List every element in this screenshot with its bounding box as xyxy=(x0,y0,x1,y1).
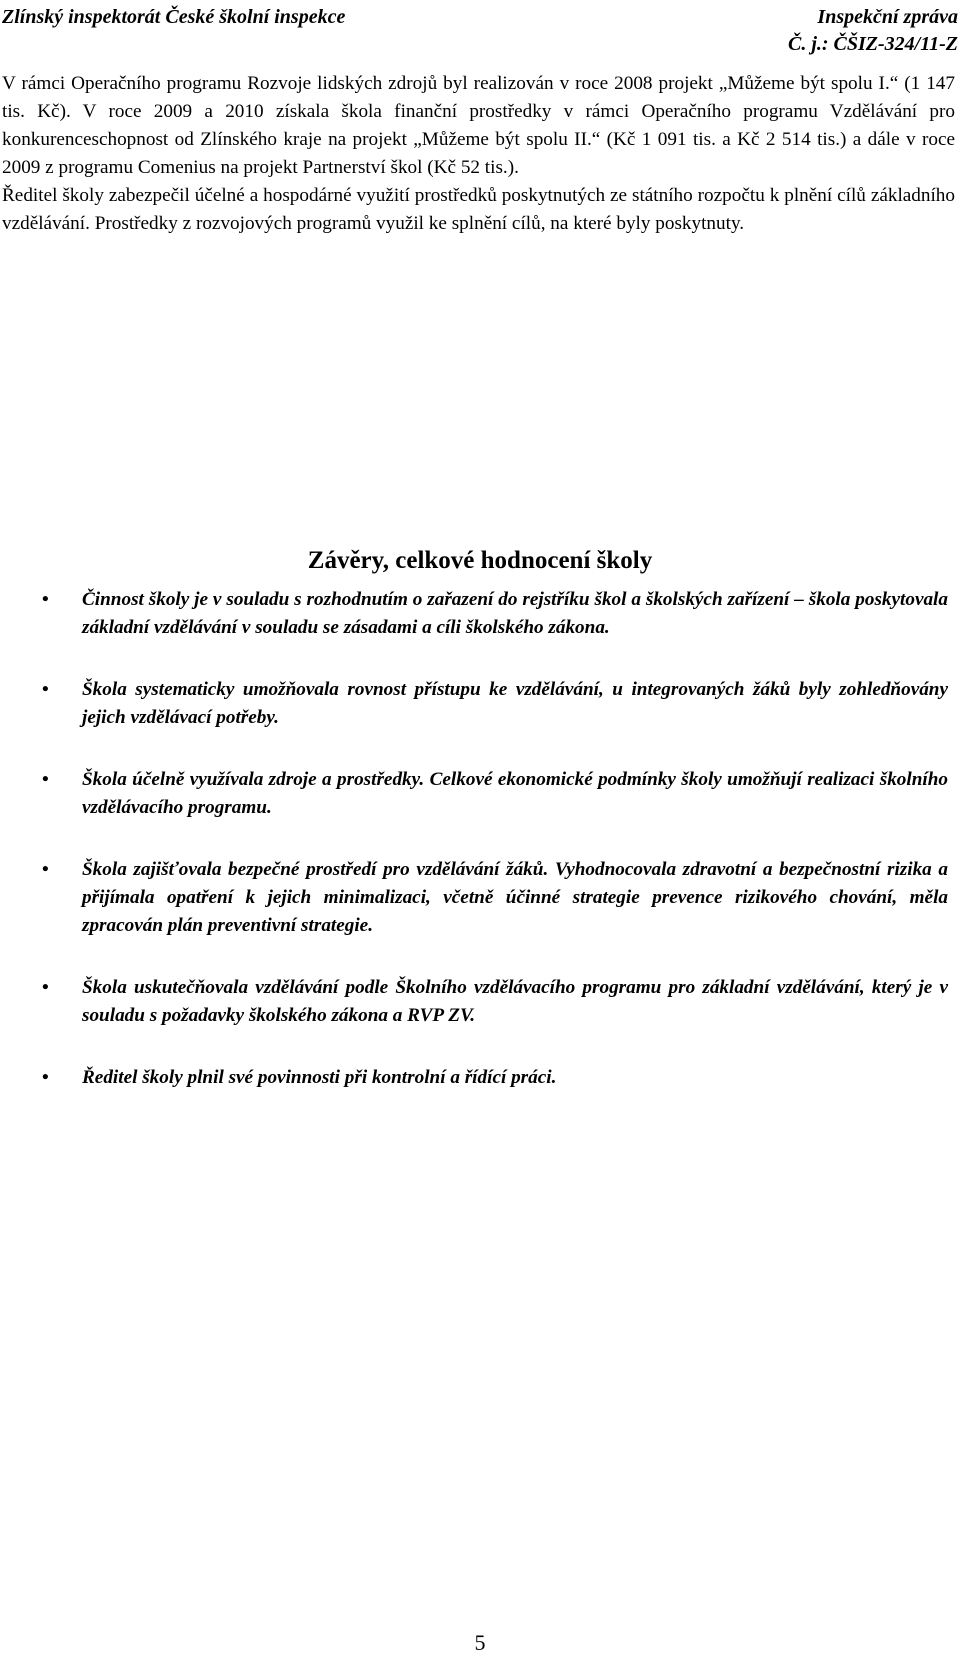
conclusion-item xyxy=(0,766,960,822)
bullet-icon: • xyxy=(42,1067,49,1088)
director-paragraph: Ředitel školy zabezpečil účelné a hospodárné využití prostředků poskytnutých ze státního rozpočtu k plnění cílů základního vzdělávání. Prostředky z rozvojových programů využil ke splnění cílů, na které byly poskytnuty. xyxy=(2,185,955,234)
bullet-icon: • xyxy=(42,769,49,790)
conclusion-text: Škola uskutečňovala vzdělávání podle Školního vzdělávacího programu pro základní vzdělávání, který je v souladu s požadavky školského zákona a RVP ZV. xyxy=(82,977,948,1026)
header-inspectorate: Zlínský inspektorát České školní inspekce xyxy=(2,6,346,28)
bullet-icon: • xyxy=(42,589,49,610)
conclusion-item xyxy=(0,1064,960,1092)
conclusions-heading: Závěry, celkové hodnocení školy xyxy=(307,547,653,574)
header-report-info xyxy=(788,4,958,58)
conclusions-list xyxy=(0,586,960,1126)
conclusion-text: Škola zajišťovala bezpečné prostředí pro vzdělávání žáků. Vyhodnocovala zdravotní a bezpečnostní rizika a přijímala opatření k jejich minimalizaci, včetně účinné strategie prevence rizikového chování, měla zpracován plán preventivní strategie. xyxy=(82,859,948,936)
header-reference-number: Č. j.: ČŠIZ-324/11-Z xyxy=(787,33,958,55)
header-report-title: Inspekční zpráva xyxy=(817,6,958,28)
page-header xyxy=(0,4,960,60)
conclusion-item xyxy=(0,856,960,940)
conclusion-item xyxy=(0,586,960,642)
bullet-icon: • xyxy=(42,977,49,998)
conclusion-text: Ředitel školy plnil své povinnosti při kontrolní a řídící práci. xyxy=(82,1067,557,1088)
page-number: 5 xyxy=(474,1630,486,1655)
conclusion-item xyxy=(0,676,960,732)
conclusion-item xyxy=(0,974,960,1030)
conclusion-text: Činnost školy je v souladu s rozhodnutím o zařazení do rejstříku škol a školských zařízení – škola poskytovala základní vzdělávání v souladu se zásadami a cíli školského zákona. xyxy=(82,589,948,638)
bullet-icon: • xyxy=(42,859,49,880)
bullet-icon: • xyxy=(42,679,49,700)
conclusion-text: Škola účelně využívala zdroje a prostředky. Celkové ekonomické podmínky školy umožňují realizaci školního vzdělávacího programu. xyxy=(82,769,948,818)
body-text xyxy=(2,70,955,238)
conclusion-text: Škola systematicky umožňovala rovnost přístupu ke vzdělávání, u integrovaných žáků byly zohledňovány jejich vzdělávací potřeby. xyxy=(82,679,948,728)
funding-paragraph: V rámci Operačního programu Rozvoje lidských zdrojů byl realizován v roce 2008 projekt „Můžeme být spolu I.“ (1 147 tis. Kč). V roce 2009 a 2010 získala škola finanční prostředky v rámci Operačního programu Vzdělávání pro konkurenceschopnost od Zlínského kraje na projekt „Můžeme být spolu II.“ (Kč 1 091 tis. a Kč 2 514 tis.) a dále v roce 2009 z programu Comenius na projekt Partnerství škol (Kč 52 tis.). xyxy=(2,73,955,178)
